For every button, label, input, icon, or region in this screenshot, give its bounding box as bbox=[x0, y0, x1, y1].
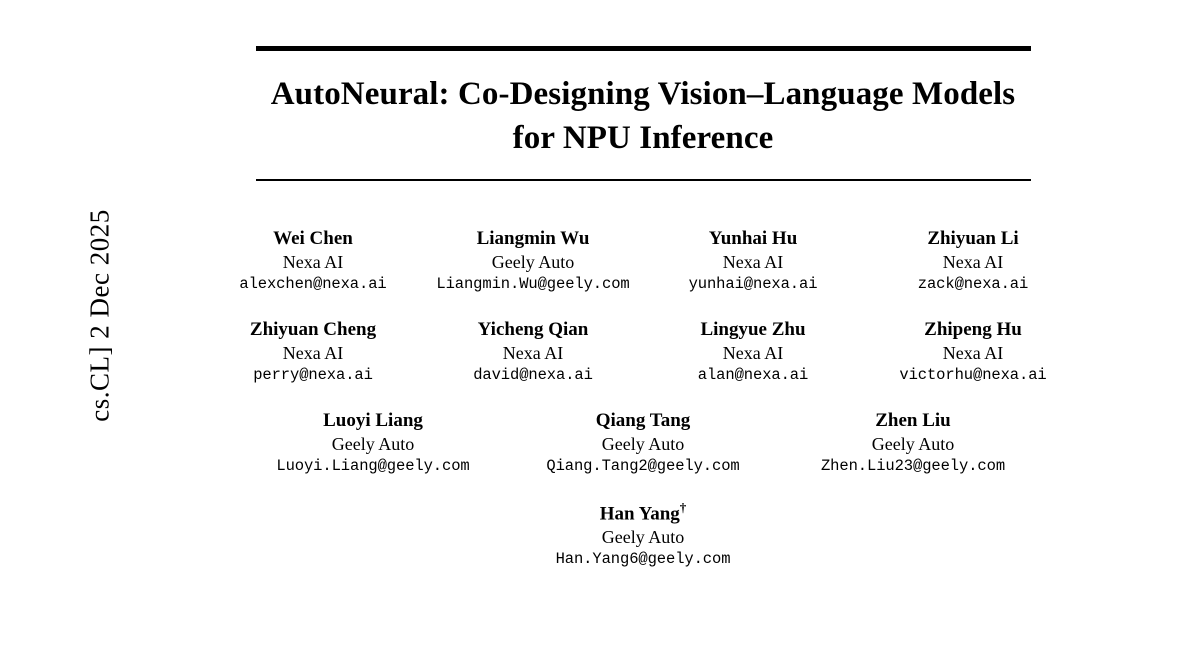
author-name: Zhen Liu bbox=[875, 409, 951, 431]
author-entry bbox=[203, 227, 423, 296]
author-name: Zhiyuan Li bbox=[927, 228, 1019, 250]
page-title-line-1: AutoNeural: Co-Designing Vision–Language Models bbox=[270, 76, 1016, 112]
author-name: Luoyi Liang bbox=[323, 409, 423, 431]
author-entry bbox=[643, 318, 863, 387]
author-affiliation: Nexa AI bbox=[282, 251, 344, 272]
author-affiliation: Nexa AI bbox=[722, 342, 784, 363]
author-affiliation: Geely Auto bbox=[331, 433, 415, 454]
author-row bbox=[86, 318, 1200, 387]
author-name-text: Han Yang bbox=[599, 502, 680, 524]
author-email[interactable]: perry@nexa.ai bbox=[253, 366, 373, 385]
author-email[interactable]: yunhai@nexa.ai bbox=[688, 275, 818, 294]
author-email[interactable]: Zhen.Liu23@geely.com bbox=[820, 456, 1006, 475]
author-affiliation: Geely Auto bbox=[491, 251, 575, 272]
arxiv-identifier-stamp bbox=[0, 0, 115, 648]
page-title bbox=[256, 51, 1031, 164]
author-name: Yunhai Hu bbox=[708, 228, 798, 250]
author-row bbox=[86, 500, 1200, 571]
author-email[interactable]: zack@nexa.ai bbox=[917, 275, 1029, 294]
author-entry bbox=[643, 227, 863, 296]
author-affiliation: Nexa AI bbox=[942, 251, 1004, 272]
author-name: Liangmin Wu bbox=[476, 228, 590, 250]
author-name: Wei Chen bbox=[273, 228, 353, 250]
author-entry bbox=[483, 500, 803, 571]
author-entry bbox=[508, 409, 778, 478]
author-email[interactable]: Luoyi.Liang@geely.com bbox=[276, 456, 470, 475]
author-affiliation: Geely Auto bbox=[601, 433, 685, 454]
author-entry bbox=[423, 318, 643, 387]
author-name: Zhipeng Hu bbox=[924, 318, 1022, 340]
arxiv-stamp-text: cs.CL] 2 Dec 2025 bbox=[84, 209, 115, 422]
author-affiliation: Nexa AI bbox=[282, 342, 344, 363]
author-email[interactable]: Han.Yang6@geely.com bbox=[555, 550, 731, 569]
author-entry bbox=[778, 409, 1048, 478]
author-list bbox=[86, 181, 1200, 571]
author-row bbox=[86, 227, 1200, 296]
author-email[interactable]: Qiang.Tang2@geely.com bbox=[546, 456, 740, 475]
author-affiliation: Nexa AI bbox=[722, 251, 784, 272]
author-email[interactable]: victorhu@nexa.ai bbox=[899, 366, 1047, 385]
paper-page bbox=[86, 0, 1200, 648]
author-email[interactable]: alexchen@nexa.ai bbox=[239, 275, 387, 294]
author-row bbox=[86, 409, 1200, 478]
author-name: Lingyue Zhu bbox=[700, 318, 806, 340]
author-entry bbox=[863, 227, 1083, 296]
author-email[interactable]: Liangmin.Wu@geely.com bbox=[436, 275, 630, 294]
title-block bbox=[256, 0, 1031, 181]
author-name bbox=[493, 500, 793, 526]
author-entry bbox=[238, 409, 508, 478]
author-affiliation: Nexa AI bbox=[502, 342, 564, 363]
page-title-line-2: for NPU Inference bbox=[512, 119, 774, 156]
author-affiliation: Geely Auto bbox=[601, 526, 685, 547]
author-email[interactable]: alan@nexa.ai bbox=[697, 366, 809, 385]
author-email[interactable]: david@nexa.ai bbox=[473, 366, 593, 385]
author-affiliation: Nexa AI bbox=[942, 342, 1004, 363]
author-name: Yicheng Qian bbox=[477, 318, 589, 340]
author-affiliation: Geely Auto bbox=[871, 433, 955, 454]
author-entry bbox=[863, 318, 1083, 387]
corresponding-author-marker: † bbox=[679, 499, 687, 515]
author-entry bbox=[203, 318, 423, 387]
author-name: Zhiyuan Cheng bbox=[249, 318, 377, 340]
author-entry bbox=[423, 227, 643, 296]
author-name: Qiang Tang bbox=[595, 409, 691, 431]
